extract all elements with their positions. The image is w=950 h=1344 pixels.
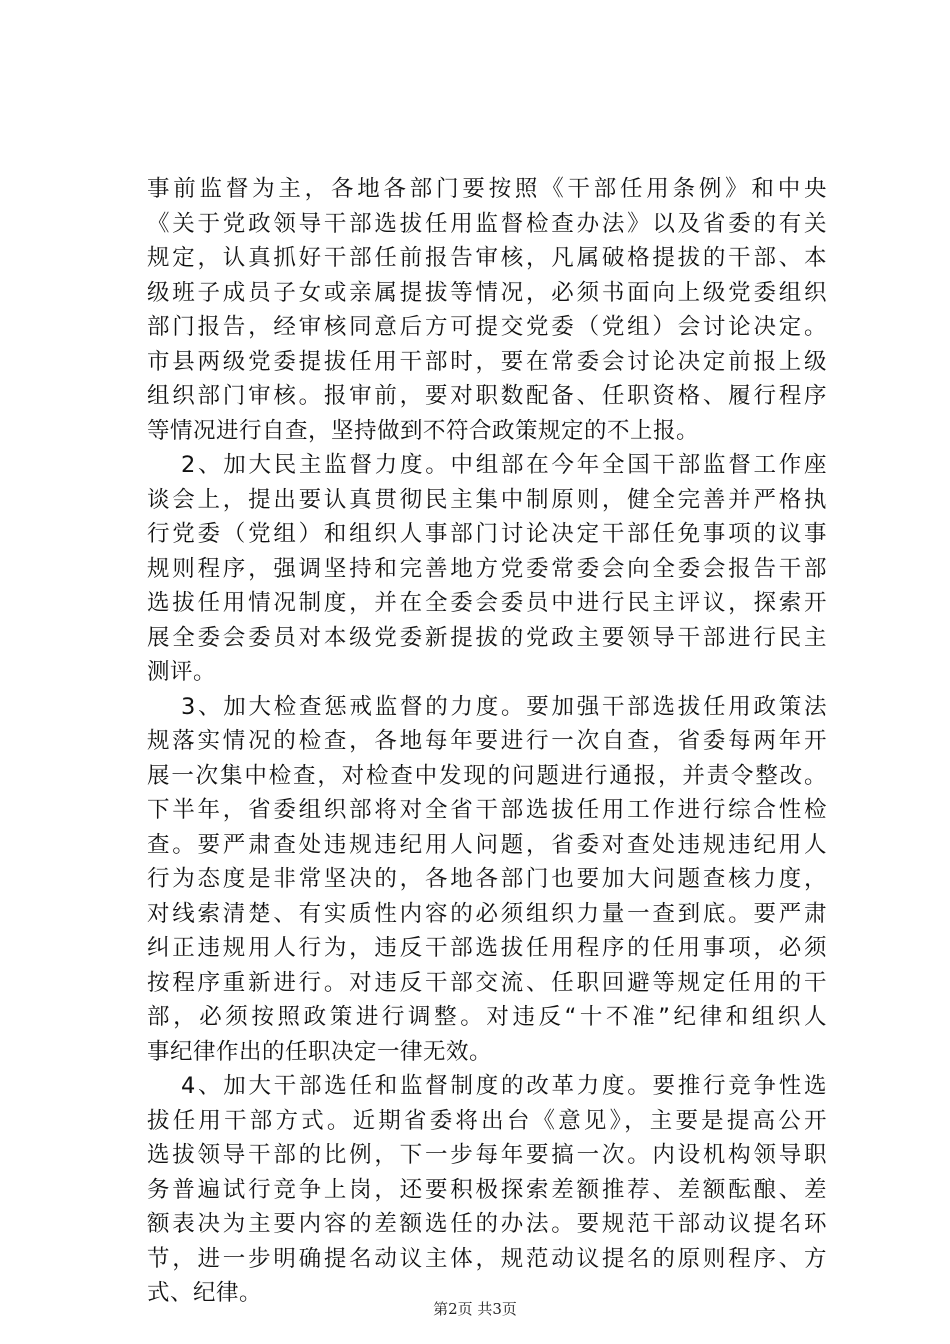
- paragraph-3: [147, 690, 827, 1070]
- text-line: 3、加大检查惩戒监督的力度。要加强干部选拔任用政策法: [181, 693, 827, 720]
- text-line: 额表决为主要内容的差额选任的办法。要规范干部动议提名环: [147, 1211, 827, 1237]
- text-line: 部，必须按照政策进行调整。对违反“十不准”纪律和组织人: [147, 1004, 827, 1030]
- paragraph-1: [147, 172, 827, 448]
- text-line: 《关于党政领导干部选拔任用监督检查办法》以及省委的有关: [147, 210, 827, 237]
- text-line: 等情况进行自查，坚持做到不符合政策规定的不上报。: [147, 417, 700, 444]
- text-line: 4、加大干部选任和监督制度的改革力度。要推行竞争性选: [181, 1073, 827, 1099]
- text-line: 展全委会委员对本级党委新提拔的党政主要领导干部进行民主: [147, 624, 827, 651]
- text-line: 拔任用干部方式。近期省委将出台《意见》，主要是提高公开: [147, 1107, 827, 1134]
- text-line: 行为态度是非常坚决的，各地各部门也要加大问题查核力度，: [147, 866, 827, 892]
- text-line: 按程序重新进行。对违反干部交流、任职回避等规定任用的干: [147, 969, 827, 996]
- text-line: 规定，认真抓好干部任前报告审核，凡属破格提拔的干部、本: [147, 245, 827, 271]
- text-line: 规则程序，强调坚持和完善地方党委常委会向全委会报告干部: [147, 555, 827, 582]
- text-line: 务普遍试行竞争上岗，还要积极探索差额推荐、差额酝酿、差: [147, 1176, 827, 1203]
- text-line: 谈会上，提出要认真贯彻民主集中制原则，健全完善并严格执: [147, 486, 827, 513]
- text-line: 行党委（党组）和组织人事部门讨论决定干部任免事项的议事: [147, 521, 827, 547]
- text-line: 部门报告，经审核同意后方可提交党委（党组）会讨论决定。: [147, 314, 827, 340]
- text-line: 查。要严肃查处违规违纪用人问题，省委对查处违规违纪用人: [147, 831, 827, 858]
- text-line: 规落实情况的检查，各地每年要进行一次自查，省委每两年开: [147, 728, 827, 754]
- document-body: [147, 172, 827, 1311]
- text-line: 级班子成员子女或亲属提拔等情况，必须书面向上级党委组织: [147, 279, 827, 306]
- text-line: 式、纪律。: [147, 1280, 263, 1306]
- text-line: 测评。: [147, 659, 217, 685]
- text-line: 下半年，省委组织部将对全省干部选拔任用工作进行综合性检: [147, 797, 827, 823]
- paragraph-4: [147, 1069, 827, 1311]
- text-line: 纠正违规用人行为，违反干部选拔任用程序的任用事项，必须: [147, 935, 827, 961]
- text-line: 节，进一步明确提名动议主体，规范动议提名的原则程序、方: [147, 1245, 827, 1272]
- text-line: 事前监督为主，各地各部门要按照《干部任用条例》和中央: [147, 176, 827, 202]
- page-number-footer: 第2页 共3页: [433, 1300, 517, 1318]
- text-line: 展一次集中检查，对检查中发现的问题进行通报，并责令整改。: [147, 762, 827, 789]
- paragraph-2: [147, 448, 827, 690]
- text-line: 组织部门审核。报审前，要对职数配备、任职资格、履行程序: [147, 383, 827, 409]
- text-line: 选拔领导干部的比例，下一步每年要搞一次。内设机构领导职: [147, 1142, 827, 1168]
- text-line: 事纪律作出的任职决定一律无效。: [147, 1038, 493, 1065]
- text-line: 对线索清楚、有实质性内容的必须组织力量一查到底。要严肃: [147, 900, 827, 927]
- text-line: 市县两级党委提拔任用干部时，要在常委会讨论决定前报上级: [147, 348, 827, 375]
- text-line: 选拔任用情况制度，并在全委会委员中进行民主评议，探索开: [147, 590, 827, 616]
- text-line: 2、加大民主监督力度。中组部在今年全国干部监督工作座: [181, 452, 827, 478]
